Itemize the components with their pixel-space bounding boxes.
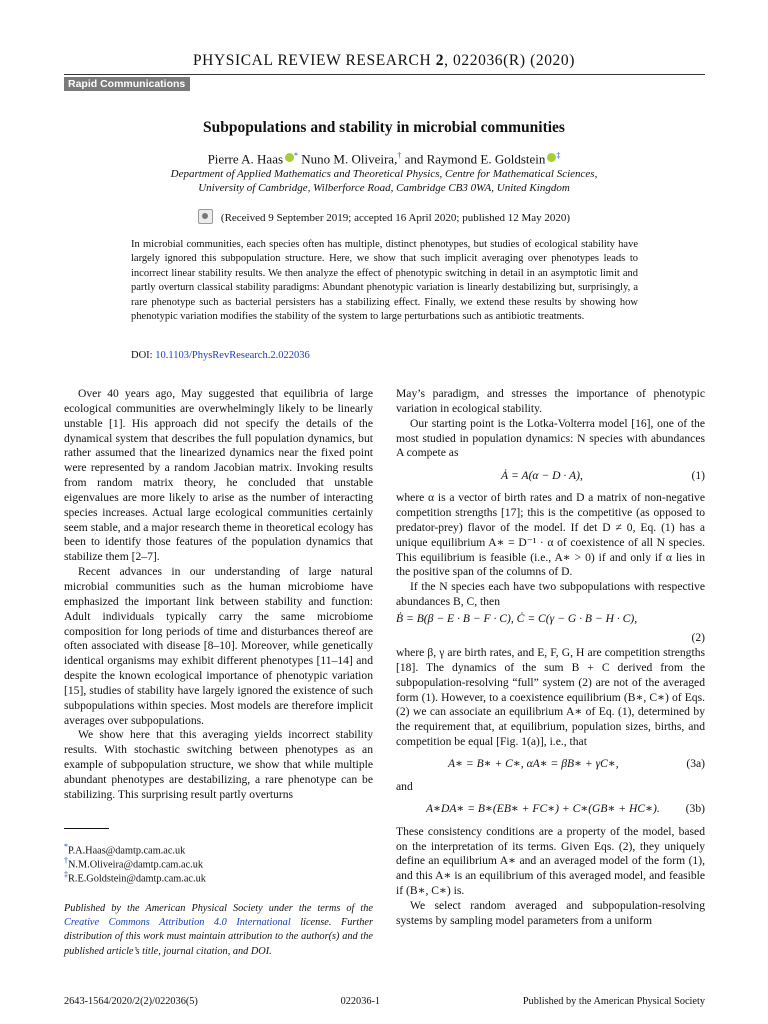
publication-dates [0,209,768,224]
license-text: Published by the American Physical Society under the terms of the [64,903,373,914]
affiliation-line: University of Cambridge, Wilberforce Road, Cambridge CB3 0WA, United Kingdom [198,182,570,194]
paragraph: May’s paradigm, and stresses the importance of phenotypic variation in ecological stability. [396,387,705,415]
paragraph: Over 40 years ago, May suggested that equilibria of large ecological communities are overwhelmingly likely to be linearly unstable [1]. His approach did not specify the details of the dynamical system that describes the full population dynamics, but rather assumed that the linearized dynamics near the fixed point were represented by a random Jacobian matrix. Invoking results from random matrix theory, he concluded that unstable eigenvalues are more likely to arise as the number of interacting species increases. Actual large ecological communities certainly seem stable, and a major research theme in theoretical ecology has been to identify those features of the population dynamics that stabilize them [2–7]. [64,387,373,564]
license-notice [64,902,373,959]
header-rule [64,74,705,75]
paper-title: Subpopulations and stability in microbial communities [203,119,565,136]
footnote-mark: ‡ [64,870,68,879]
equation-3a [396,750,705,780]
footnote-mark[interactable]: † [397,151,402,160]
crossmark-icon[interactable] [198,209,213,224]
conjunction-text: and [396,779,413,793]
equation-1 [396,461,705,491]
author-list [0,151,768,167]
equation-2 [396,610,705,646]
equation-body: A∗DA∗ = B∗(EB∗ + FC∗) + C∗(GB∗ + HC∗). [426,802,660,816]
dates-text: (Received 9 September 2019; accepted 16 April 2020; published 12 May 2020) [220,212,571,224]
equation-number: (3a) [686,757,705,771]
section-tag: Rapid Communications [64,77,190,91]
paragraph: We show here that this averaging yields incorrect stability results. With stochastic switching between phenotypes as an example of subpopulation structure, we show that while multiple abundant phenotypes are destabilizing, a rare phenotype can be stabilizing. This surprising result partly overturns [64,728,373,801]
paragraph: We select random averaged and subpopulation-resolving systems by sampling model parameters from a uniform [396,898,705,927]
paragraph: where α is a vector of birth rates and D a matrix of non-negative competition strengths [17]; this is the competitive (as opposed to predator-prey) flavor of the model. If det D ≠ 0, Eq. (1) has a unique equilibrium A∗ = D⁻¹ · α of coexistence of all N species. This equilibrium is feasible (i.e., A∗ > 0) if and only if α lies in the positive span of the columns of D. [396,491,705,579]
footnote-rule [64,828,109,829]
left-column [64,387,373,803]
journal-volume: 2 [435,52,445,69]
license-link[interactable]: Creative Commons Attribution 4.0 International [64,917,291,929]
license-text: license. Further distribution of this work must maintain attribution to the author(s) and the published article’s title, journal citation, and DOI. [64,917,373,957]
equation-body: Ḃ = B(β − E · B − F · C), Ċ = C(γ − G · B − H · C), [396,611,638,625]
email-link[interactable]: R.E.Goldstein@damtp.cam.ac.uk [68,873,206,885]
email-link[interactable]: N.M.Oliveira@damtp.cam.ac.uk [68,859,204,871]
equation-number: (1) [691,468,705,482]
footnote [64,842,185,856]
paragraph: Recent advances in our understanding of large natural microbial communities such as the human microbiome have emphasized the important link between stability and function: Adult individuals typically carry the same microbiome composition for long periods of time and disturbances thereof are often associated with disease [8–10]. Moreover, while genetically identical organisms may exhibit different phenotypes [11–14] and despite the known ecological importance of phenotypic variation [15], studies of stability have largely ignored the existence of such subpopulations within species. Most models are therefore implicit averages over subpopulations. [64,565,373,727]
doi-link[interactable]: 10.1103/PhysRevResearch.2.022036 [155,350,310,361]
page-footer [64,996,705,1007]
page-number: 022036-1 [340,996,381,1007]
equation-number: (2) [691,631,705,645]
author-name[interactable]: Pierre A. Haas [207,151,284,167]
doi-label: DOI: [131,350,156,361]
paragraph: If the N species each have two subpopulations with respective abundances B, C, then [396,580,705,609]
author-name[interactable]: and Raymond E. Goldstein [401,151,546,167]
journal-header [0,52,768,70]
article-number: , 022036(R) (2020) [444,52,576,69]
journal-name: PHYSICAL REVIEW RESEARCH [192,52,432,69]
footnote [64,856,203,870]
right-column [396,387,705,929]
affiliation-line: Department of Applied Mathematics and Theoretical Physics, Centre for Mathematical Sciences, [170,168,598,180]
equation-number: (3b) [685,802,705,816]
issn-info: 2643-1564/2020/2(2)/022036(5) [64,996,198,1007]
paragraph: where β, γ are birth rates, and E, F, G, H are competition strengths [18]. The dynamics of the sum B + C derived from the subpopulation-resolving “full” system (2) are not of the averaged form (1). However, to a coexistence equilibrium (B∗, C∗) of Eqs. (2) we can associate an equilibrium A∗ of Eq. (1), determined by the requirement that, at equilibrium, population sizes, births, and competition be equal [Fig. 1(a)], i.e., that [396,645,705,749]
equation-body: A∗ = B∗ + C∗, αA∗ = βB∗ + γC∗, [448,757,619,771]
orcid-icon[interactable] [285,153,294,162]
equation-body: Ȧ = A(α − D · A), [501,468,583,482]
author-name[interactable]: Nuno M. Oliveira, [298,151,398,167]
equation-3b [396,795,705,825]
footnote-mark: † [64,856,68,865]
paragraph: Our starting point is the Lotka-Volterra model [16], one of the most studied in population dynamics: N species with abundances A compete as [396,416,705,460]
doi [131,350,310,361]
email-link[interactable]: P.A.Haas@damtp.cam.ac.uk [68,845,186,857]
footnote-mark[interactable]: ‡ [556,151,561,160]
paragraph: These consistency conditions are a property of the model, based on the interpretation of its terms. Given Eqs. (2), they uniquely define an equilibrium A∗ and an averaged model of the form (1), and this A∗ is an equilibrium of this averaged model, and feasible if (B∗, C∗) is. [396,824,705,898]
abstract: In microbial communities, each species often has multiple, distinct phenotypes, but studies of ecological stability have largely ignored this subpopulation structure. Here, we show that such implicit averaging over phenotypes leads to incorrect linear stability results. We then analyze the effect of phenotypic switching in detail in an asymptotic limit and partly overturn classical stability paradigms: Abundant phenotypic variation is linearly destabilizing but, surprisingly, a rare phenotype such as bacterial persisters has a stabilizing effect. Finally, we extend these results by showing how phenotypic variation modifies the stability of the system to large perturbations such as antibiotic treatments. [131,239,638,323]
footnote-mark: * [64,842,68,851]
footnote [64,870,206,884]
footnote-mark[interactable]: * [294,151,299,160]
publisher: Published by the American Physical Society [522,996,705,1007]
